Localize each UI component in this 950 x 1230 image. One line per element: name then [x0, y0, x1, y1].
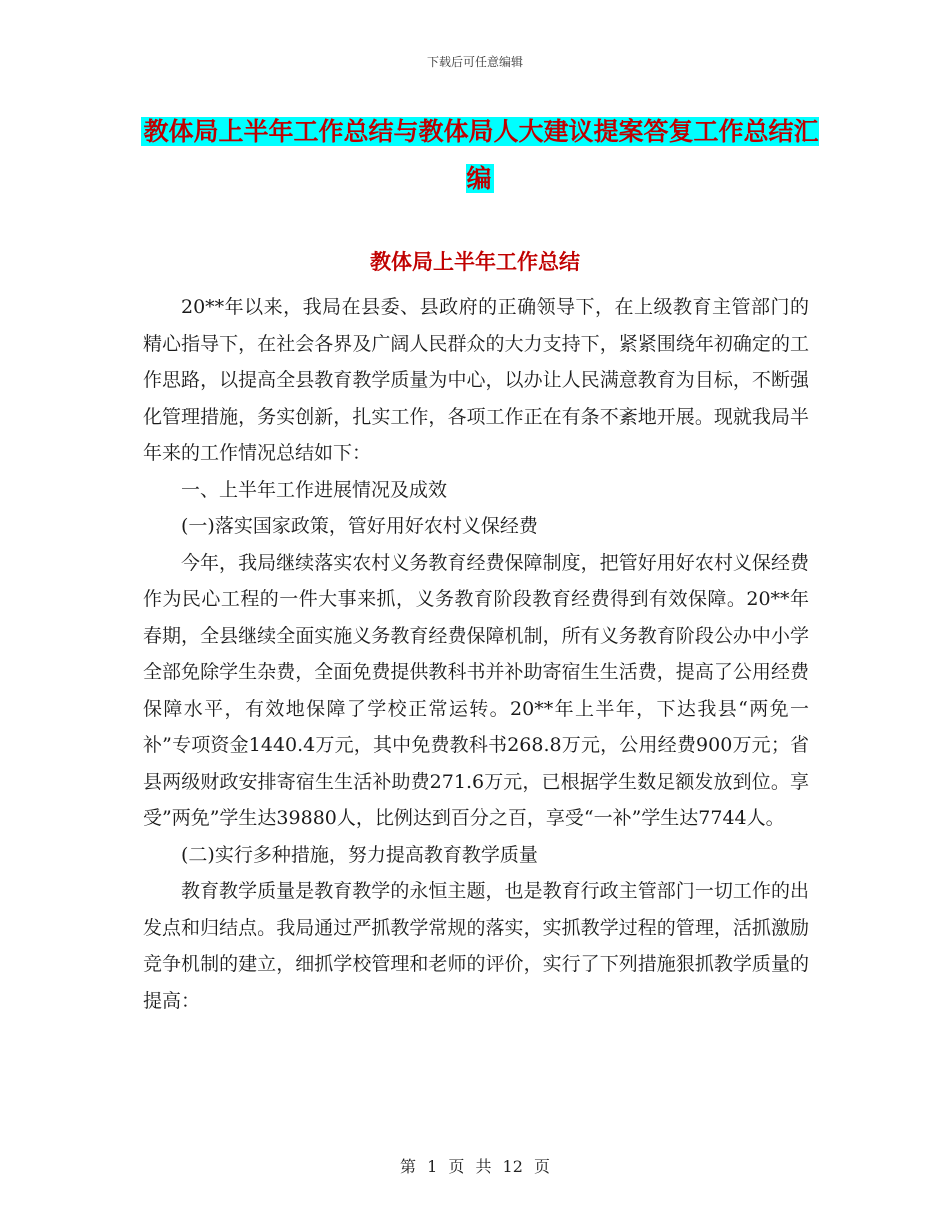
- paragraph: (二)实行多种措施，努力提高教育教学质量: [181, 843, 538, 866]
- paragraph: 一、上半年工作进展情况及成效: [181, 478, 448, 501]
- document-body: [143, 289, 809, 1019]
- page-footer: 第 1 页 共 12 页: [400, 1157, 550, 1176]
- section-title: 教体局上半年工作总结: [370, 250, 580, 274]
- document-title-text: 教体局上半年工作总结与教体局人大建议提案答复工作总结汇编: [143, 117, 819, 193]
- paragraph: (一)落实国家政策，管好用好农村义保经费: [181, 515, 538, 537]
- paragraph: 今年，我局继续落实农村义务教育经费保障制度，把管好用好农村义保经费作为民心工程的一件大事来抓，义务教育阶段教育经费得到有效保障。20**年春期，全县继续全面实施义务教育经费保障机制，所有义务教育阶段公办中小学全部免除学生杂费，全面免费提供教科书并补助寄宿生生活费，提高了公用经费保障水平，有效地保障了学校正常运转。20**年上半年，下达我县“两免一补”专项资金1440.4万元，其中免费教科书268.8万元，公用经费900万元；省县两级财政安排寄宿生生活补助费271.6万元，已根据学生数足额发放到位。享受”两免”学生达39880人，比例达到百分之百，享受“一补”学生达7744人。: [143, 551, 809, 829]
- paragraph: 20**年以来，我局在县委、县政府的正确领导下，在上级教育主管部门的精心指导下，在社会各界及广阔人民群众的大力支持下，紧紧围绕年初确定的工作思路，以提高全县教育教学质量为中心，以办让人民满意教育为目标，不断强化管理措施，务实创新，扎实工作，各项工作正在有条不紊地开展。现就我局半年来的工作情况总结如下：: [143, 296, 809, 464]
- header-note: 下载后可任意编辑: [426, 55, 523, 69]
- document-title: [140, 108, 820, 202]
- paragraph: 教育教学质量是教育教学的永恒主题，也是教育行政主管部门一切工作的出发点和归结点。我局通过严抓教学常规的落实，实抓教学过程的管理，活抓激励竞争机制的建立，细抓学校管理和老师的评价，实行了下列措施狠抓教学质量的提高：: [143, 880, 809, 1012]
